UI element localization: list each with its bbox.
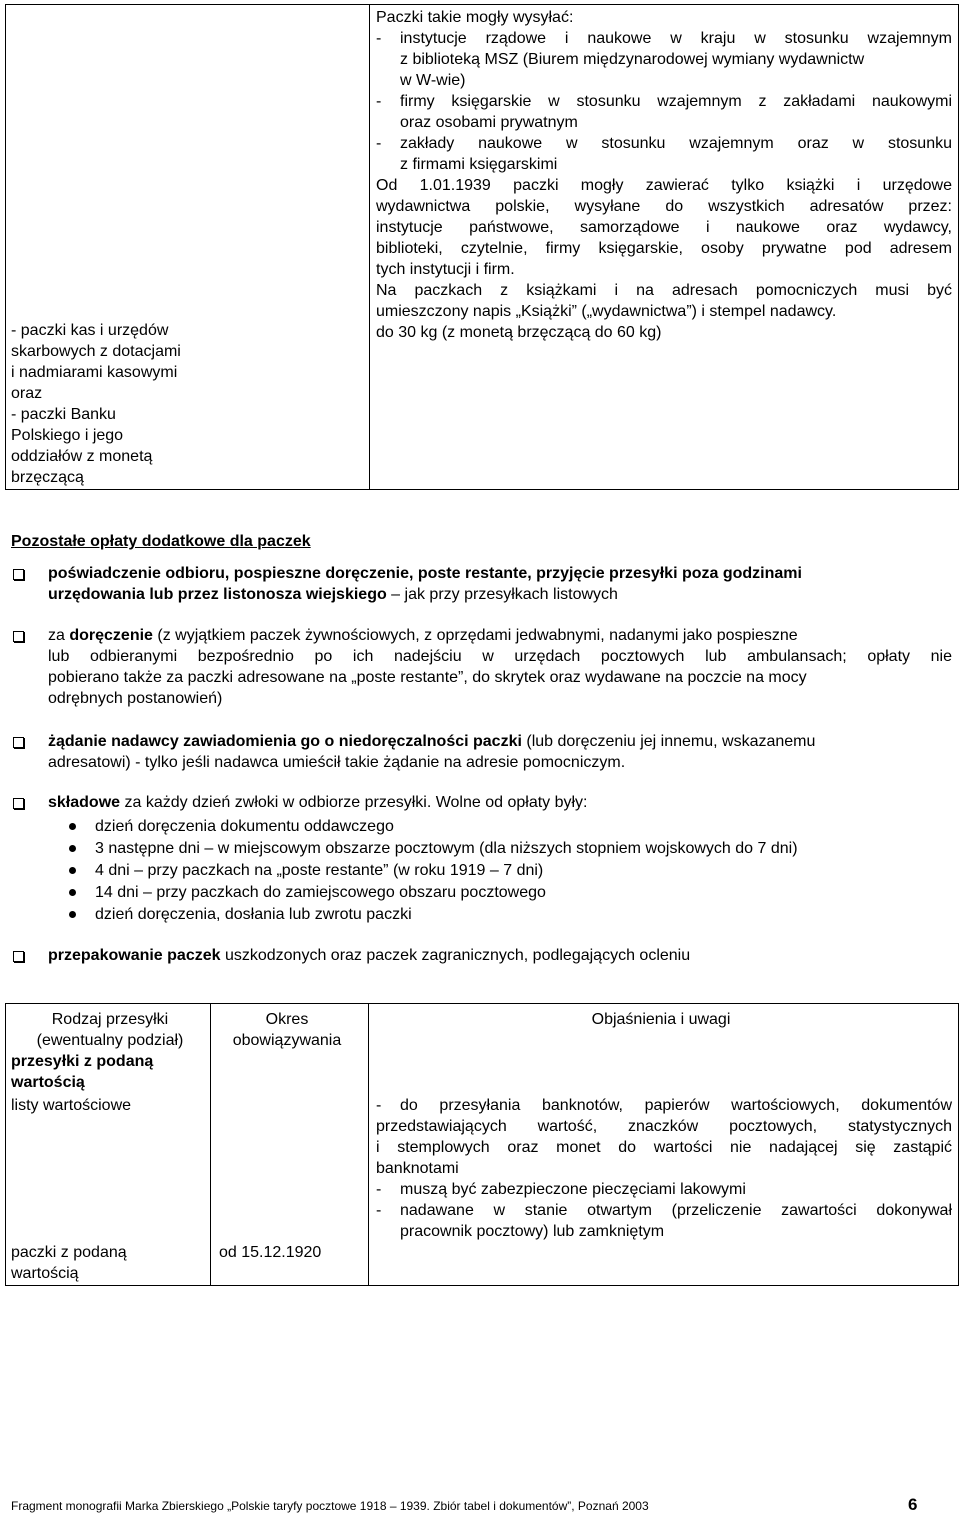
sender-text: zakłady naukowe w stosunku wzajemnym oraz w stosunku	[400, 135, 952, 152]
bullet-icon	[69, 867, 76, 874]
page-number: 6	[908, 1495, 918, 1514]
checkbox-icon	[13, 631, 24, 642]
fee-text: za	[48, 627, 70, 644]
weight-limit: do 30 kg (z monetą brzęczącą do 60 kg)	[376, 324, 662, 341]
fee-title: żądanie nadawcy zawiadomienia go o niedoręczalności paczki	[48, 733, 522, 750]
group-label-line: wartością	[11, 1074, 85, 1091]
fee-text: lub odbieranymi bezpośrednio po ich nadejściu w urzędach pocztowych lub ambulansach; opłaty nie	[48, 648, 952, 665]
sender-text: firmy księgarskie w stosunku wzajemnym z zakładami naukowymi	[400, 93, 952, 110]
note-item	[376, 1179, 952, 1200]
senders-intro: Paczki takie mogły wysyłać:	[376, 9, 574, 26]
note-text: nadawane w stanie otwartym (przeliczenie zawartości dokonywał	[400, 1202, 952, 1219]
checkbox-icon	[13, 569, 24, 580]
sender-text: z firmami księgarskimi	[400, 156, 558, 173]
exemption-text: 3 następne dni – w miejscowym obszarze pocztowym (dla niższych stopniem wojskowych do 7 dni)	[95, 840, 798, 857]
fee-text: – jak przy przesyłkach listowych	[386, 586, 618, 603]
rule-text: tych instytucji i firm.	[376, 261, 515, 278]
fee-text: (lub doręczeniu jej innemu, wskazanemu	[521, 733, 816, 750]
checkbox-icon	[13, 951, 24, 962]
note-text: pracownik pocztowy) lub zamkniętym	[400, 1223, 665, 1240]
footer-note: Fragment monografii Marka Zbierskiego „Polskie taryfy pocztowe 1918 – 1939. Zbiór tabel i dokumentów”, Poznań 2003	[11, 1499, 649, 1513]
sender-item	[376, 91, 952, 112]
fee-title: poświadczenie odbioru, pospieszne doręczenie, poste restante, przyjęcie przesyłki poza godzinami	[48, 565, 802, 582]
sender-text: w W-wie)	[400, 72, 466, 89]
header-line: Rodzaj przesyłki	[51, 1011, 169, 1028]
exemption-text: dzień doręczenia, dosłania lub zwrotu paczki	[95, 906, 412, 923]
fee-text: za każdy dzień zwłoki w odbiorze przesyłki. Wolne od opłaty były:	[120, 794, 588, 811]
dash-marker: -	[376, 135, 382, 152]
column-header-type	[11, 1009, 209, 1051]
checkbox-icon	[13, 798, 24, 809]
rule-text: wydawnictwa polskie, wysyłane do wszystkich adresatów przez:	[376, 198, 952, 215]
exemption-text: 14 dni – przy paczkach do zamiejscowego obszaru pocztowego	[95, 884, 546, 901]
dash-marker: -	[376, 1181, 382, 1198]
exemption-item	[95, 904, 915, 925]
rule-text: biblioteki, czytelnie, firmy księgarskie, osoby prywatne pod adresem	[376, 240, 952, 257]
exemption-item	[95, 838, 915, 859]
header-line: obowiązywania	[232, 1032, 342, 1049]
note-text: i stemplowych oraz monet do wartości nie nadającej się zastąpić	[376, 1139, 952, 1156]
column-header-notes: Objaśnienia i uwagi	[591, 1011, 731, 1028]
row-type	[11, 1242, 127, 1284]
sender-text: oraz osobami prywatnym	[400, 114, 578, 131]
exemption-item	[95, 816, 915, 837]
label-text: Na paczkach z książkami i na adresach pomocniczych musi być	[376, 282, 952, 299]
parcel-type-line: - paczki kas i urzędów	[11, 322, 169, 339]
fee-title: składowe	[48, 794, 121, 811]
note-item	[376, 1095, 952, 1116]
fee-item	[11, 731, 952, 773]
sender-text: instytucje rządowe i naukowe w kraju w stosunku wzajemnym	[400, 30, 952, 47]
note-text: banknotami	[376, 1160, 459, 1177]
label-text: umieszczony napis „Książki” („wydawnictwa”) i stempel nadawcy.	[376, 303, 837, 320]
fee-item	[11, 563, 952, 605]
bullet-icon	[69, 845, 76, 852]
parcel-type-line: oddziałów z monetą	[11, 448, 153, 465]
rule-text: instytucje państwowe, samorządowe i naukowe oraz wydawcy,	[376, 219, 952, 236]
fee-item	[11, 945, 952, 966]
fee-title: przepakowanie paczek	[48, 947, 221, 964]
parcel-type-line: - paczki Banku	[11, 406, 116, 423]
bullet-icon	[69, 911, 76, 918]
checkbox-icon	[13, 737, 24, 748]
note-item	[376, 1200, 952, 1221]
exemption-item	[95, 882, 915, 903]
group-label	[11, 1051, 153, 1093]
header-line: (ewentualny podział)	[36, 1032, 184, 1049]
dash-marker: -	[376, 1202, 382, 1219]
header-line: Okres	[265, 1011, 309, 1028]
note-text: przedstawiających wartość, znaczków pocztowych, statystycznych	[376, 1118, 952, 1135]
dash-marker: -	[376, 93, 382, 110]
parcel-type-line: skarbowych z dotacjami	[11, 343, 181, 360]
exemption-item	[95, 860, 915, 881]
parcel-type-line: oraz	[11, 385, 43, 402]
column-header-period	[213, 1009, 361, 1051]
rule-text: Od 1.01.1939 paczki mogły zawierać tylko książki i urzędowe	[376, 177, 952, 194]
bullet-icon	[69, 823, 76, 830]
parcel-type-line: Polskiego i jego	[11, 427, 124, 444]
fee-item	[11, 625, 952, 709]
fee-text: uszkodzonych oraz paczek zagranicznych, podlegających ocleniu	[220, 947, 691, 964]
row-type: listy wartościowe	[11, 1097, 132, 1114]
group-label-line: przesyłki z podaną	[11, 1053, 154, 1070]
dash-marker: -	[376, 30, 382, 47]
note-text: do przesyłania banknotów, papierów wartościowych, dokumentów	[400, 1097, 952, 1114]
notes-cell	[376, 7, 952, 343]
fees-heading: Pozostałe opłaty dodatkowe dla paczek	[11, 533, 311, 550]
parcel-type-cell	[11, 320, 211, 488]
fee-text: (z wyjątkiem paczek żywnościowych, z oprzędami jedwabnymi, nadanymi jako pospieszne	[152, 627, 798, 644]
note-text: muszą być zabezpieczone pieczęciami lakowymi	[400, 1181, 746, 1198]
row-type-line: wartością	[11, 1265, 79, 1282]
fee-text: odrębnych postanowień)	[48, 690, 223, 707]
bullet-icon	[69, 889, 76, 896]
row-period: od 15.12.1920	[219, 1244, 322, 1261]
row-notes	[376, 1095, 952, 1242]
fee-title: urzędowania lub przez listonosza wiejskiego	[48, 586, 387, 603]
row-type-line: paczki z podaną	[11, 1244, 127, 1261]
sender-item	[376, 28, 952, 49]
fee-item	[11, 792, 952, 813]
parcel-type-line: brzęczącą	[11, 469, 84, 486]
exemption-text: dzień doręczenia dokumentu oddawczego	[95, 818, 394, 835]
fee-text: pobierano także za paczki adresowane na „poste restante”, do skrytek oraz wydawane na poczcie na mocy	[48, 669, 807, 686]
dash-marker: -	[376, 1097, 382, 1114]
parcel-type-line: i nadmiarami kasowymi	[11, 364, 178, 381]
exemption-text: 4 dni – przy paczkach na „poste restante” (w roku 1919 – 7 dni)	[95, 862, 544, 879]
fee-title: doręczenie	[69, 627, 153, 644]
sender-item	[376, 133, 952, 154]
fee-text: adresatowi) - tylko jeśli nadawca umieścił takie żądanie na adresie pomocniczym.	[48, 754, 626, 771]
sender-text: z biblioteką MSZ (Biurem międzynarodowej wymiany wydawnictw	[400, 51, 865, 68]
